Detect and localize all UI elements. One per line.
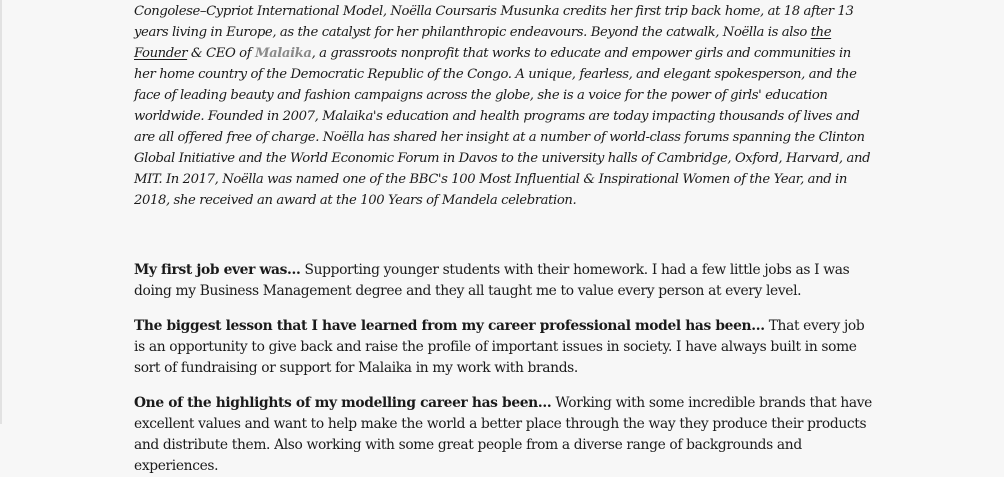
qa-answer: Working with some incredible brands that have excellent values and want to help make the world a better place through the way they produce their products and distribute them. Also working with some great people from a diverse range of backgrounds and experiences.: [134, 395, 872, 474]
qa-item-biggest-lesson: [134, 316, 874, 379]
malaika-link[interactable]: Malaika: [254, 46, 312, 61]
qa-question: The biggest lesson that I have learned from my career professional model has been…: [134, 318, 765, 334]
qa-answer: Supporting younger students with their homework. I had a few little jobs as I was doing my Business Management degree and they all taught me to value every person at every level.: [134, 262, 850, 299]
article-body: [134, 0, 874, 477]
intro-paragraph: [134, 0, 874, 211]
founder-link[interactable]: the Founder: [134, 25, 832, 61]
qa-question: My first job ever was…: [134, 262, 301, 278]
intro-text-3: , a grassroots nonprofit that works to educate and empower girls and communities in her home country of the Democratic Republic of the Congo. A unique, fearless, and elegant spokesperson, and the face of leading beauty and fashion campaigns across the globe, she is a voice for the power of girls' education worldwide. Founded in 2007, Malaika's education and health programs are today impacting thousands of lives and are all offered free of charge. Noëlla has shared her insight at a number of world-class forums spanning the Clinton Global Initiative and the World Economic Forum in Davos to the university halls of Cambridge, Oxford, Harvard, and MIT. In 2017, Noëlla was named one of the BBC's 100 Most Influential & Inspirational Women of the Year, and in 2018, she received an award at the 100 Years of Mandela celebration.: [134, 46, 871, 208]
intro-text-2: & CEO of: [187, 46, 255, 61]
intro-text-1: Congolese–Cypriot International Model, Noëlla Coursaris Musunka credits her first trip back home, at 18 after 13 years living in Europe, as the catalyst for her philanthropic endeavours. Beyond the catwalk, Noëlla is also: [134, 4, 854, 40]
qa-item-first-job: [134, 260, 874, 302]
qa-answer: That every job is an opportunity to give back and raise the profile of important issues in society. I have always built in some sort of fundraising or support for Malaika in my work with brands.: [134, 318, 865, 376]
qa-item-highlights: [134, 393, 874, 477]
left-border: [0, 0, 2, 424]
qa-question: One of the highlights of my modelling career has been…: [134, 395, 552, 411]
